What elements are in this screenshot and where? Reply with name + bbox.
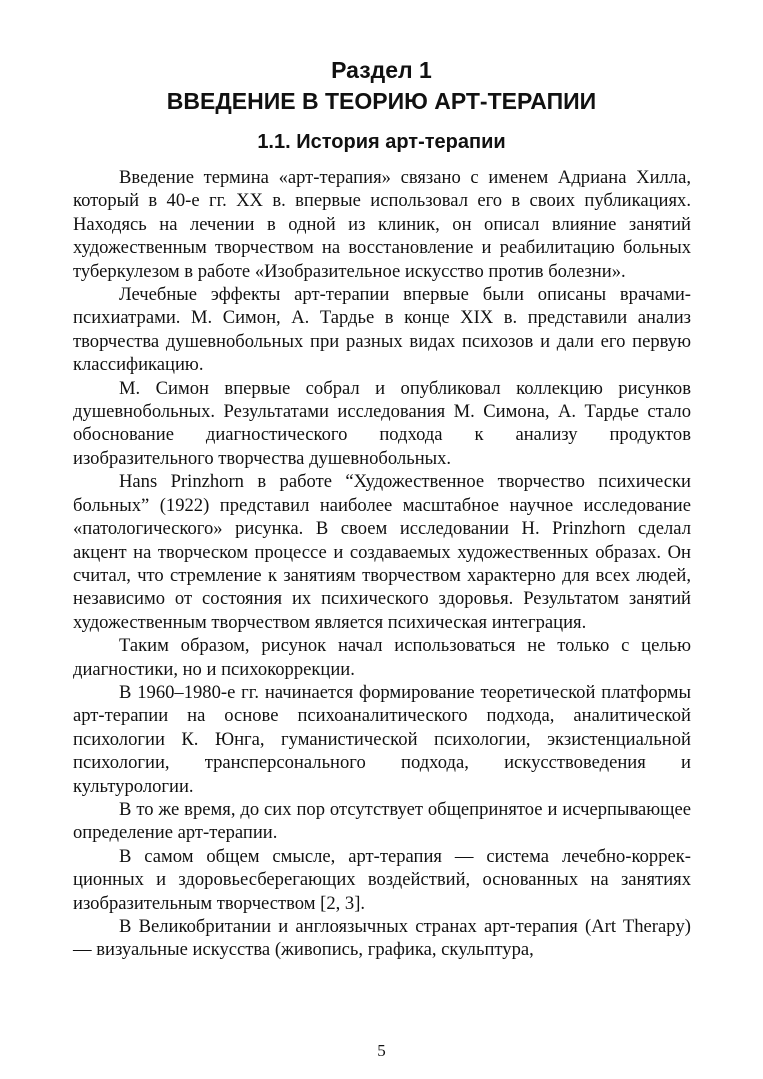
paragraph: В Великобритании и англоязычных странах арт-терапия (Art Therapy) — визуальные искусства (живопись, графика, скульптура, <box>73 916 691 961</box>
chapter-label: Раздел 1 <box>331 57 432 83</box>
section-title: 1.1. История арт-терапии <box>257 131 506 153</box>
page-number: 5 <box>377 1041 386 1060</box>
paragraph: Hans Prinzhorn в работе “Художественное творчество психически больных” (1922) представил наиболее масштабное научное исследование «патологического» рисунка. В своем исследовании H. Prinzhorn сделал акцент на творческом процессе и создаваемых художественных образах. Он считал, что стремление к занятиям творчеством характерно для всех людей, независимо от состояния их психического здоровья. Результатом занятий художественным творчеством является психическая интеграция. <box>73 471 691 633</box>
paragraph: В самом общем смысле, арт-терапия — система лечебно-коррекционных и здоровьесберегающих воздействий, основанных на занятиях изобразительным творчеством [2, 3]. <box>73 845 691 914</box>
paragraph: Таким образом, рисунок начал использоваться не только с целью диагностики, но и психокоррекции. <box>73 635 691 680</box>
body-text <box>73 166 691 962</box>
paragraph: М. Симон впервые собрал и опубликовал коллекцию рисунков душевнобольных. Результатами исследования М. Симона, А. Тардье стало обоснование диагностического подхода к анализу продуктов изобразительного творчества душевнобольных. <box>73 377 691 469</box>
paragraph: В 1960–1980-е гг. начинается формирование теоретической платформы арт-терапии на основе психоаналитического подхода, аналитической психологии К. Юнга, гуманистической психологии, экзистенциальной психологии, трансперсонального подхода, искусствоведения и культурологии. <box>73 681 691 797</box>
paragraph: Лечебные эффекты арт-терапии впервые были описаны врачами-психиатрами. М. Симон, А. Тардье в конце XIX в. представили анализ творчества душевнобольных при разных видах психозов и дали его первую классификацию. <box>73 284 691 376</box>
paragraph: Введение термина «арт-терапия» связано с именем Адриана Хилла, который в 40-е гг. XX в. впервые использовал его в своих публикациях. Находясь на лечении в одной из клиник, он описал влияние занятий художественным творчеством на восстановление и реабилитацию больных туберкулезом в работе «Изобразительное искусство против болезни». <box>73 167 691 282</box>
chapter-title: ВВЕДЕНИЕ В ТЕОРИЮ АРТ-ТЕРАПИИ <box>166 88 597 114</box>
paragraph: В то же время, до сих пор отсутствует общепринятое и исчерпывающее определение арт-терапии. <box>73 798 691 844</box>
